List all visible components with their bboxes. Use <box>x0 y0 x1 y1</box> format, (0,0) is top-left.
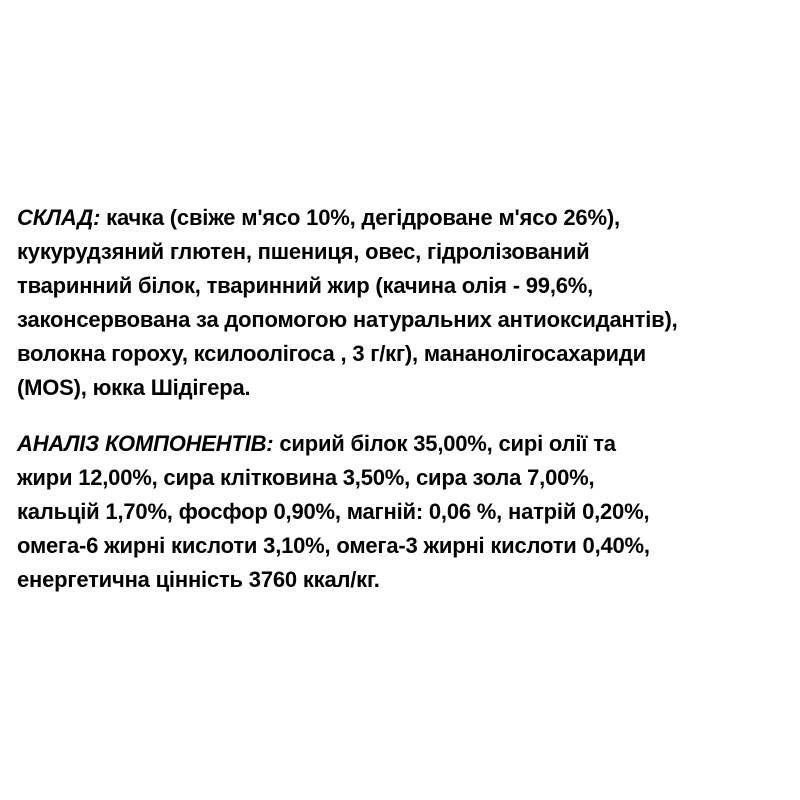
analysis-line: кальцій 1,70%, фосфор 0,90%, магній: 0,06 %, натрій 0,20%, <box>17 499 650 524</box>
composition-line <box>17 201 792 235</box>
composition-line: законсервована за допомогою натуральних антиоксидантів), <box>17 307 678 332</box>
analysis-text: сирий білок 35,00%, сирі олії та <box>273 431 616 456</box>
analysis-line: енергетична цінність 3760 ккал/кг. <box>17 567 380 592</box>
composition-line: кукурудзяний глютен, пшениця, овес, гідролізований <box>17 239 590 264</box>
composition-line: тваринний білок, тваринний жир (качина олія - 99,6%, <box>17 273 594 298</box>
composition-text: качка (свіже м'ясо 10%, дегідроване м'ясо 26%), <box>100 205 620 230</box>
composition-label: СКЛАД: <box>17 205 101 230</box>
composition-line: (MOS), юкка Шідігера. <box>17 375 251 400</box>
analysis-section <box>17 427 792 597</box>
analysis-line: омега-6 жирні кислоти 3,10%, омега-3 жирні кислоти 0,40%, <box>17 533 650 558</box>
analysis-line <box>17 427 792 461</box>
analysis-label: АНАЛІЗ КОМПОНЕНТІВ: <box>17 431 274 456</box>
composition-section <box>17 201 792 405</box>
composition-line: волокна гороху, ксилоолігоса , 3 г/кг), мананолігосахариди <box>17 341 646 366</box>
analysis-line: жири 12,00%, сира клітковина 3,50%, сира зола 7,00%, <box>17 465 595 490</box>
